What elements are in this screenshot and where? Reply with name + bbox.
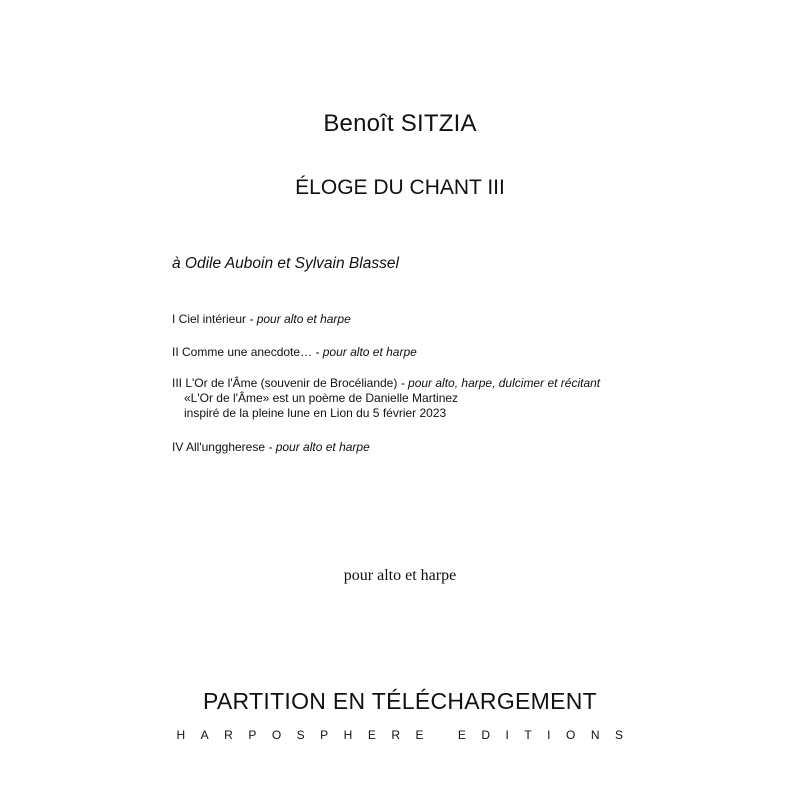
dedication: à Odile Auboin et Sylvain Blassel xyxy=(172,255,399,272)
movement-name: II Comme une anecdote… xyxy=(172,345,313,359)
movement-name: I Ciel intérieur xyxy=(172,312,247,326)
movement-separator: - xyxy=(246,312,257,326)
movement-item xyxy=(172,376,600,391)
movement-instrumentation: pour alto et harpe xyxy=(275,440,370,454)
movement-name: III L'Or de l'Âme (souvenir de Brocéliande) xyxy=(172,376,398,390)
movement-item xyxy=(172,440,370,455)
movement-item xyxy=(172,345,417,360)
composer-name: Benoît SITZIA xyxy=(323,110,477,137)
movement-separator: - xyxy=(265,440,276,454)
movement-note: «L'Or de l'Âme» est un poème de Danielle Martinez inspiré de la pleine lune en Lion du 5 février 2023 xyxy=(184,391,459,420)
movement-separator: - xyxy=(397,376,409,390)
movement-instrumentation: pour alto et harpe xyxy=(256,312,351,326)
download-banner: PARTITION EN TÉLÉCHARGEMENT xyxy=(202,688,598,714)
movement-instrumentation: pour alto et harpe xyxy=(322,345,417,359)
publisher-name: HARPOSPHERE EDITIONS xyxy=(176,728,639,742)
work-title: ÉLOGE DU CHANT III xyxy=(295,176,505,199)
instrumentation-label: pour alto et harpe xyxy=(343,567,457,584)
movement-separator: - xyxy=(312,345,323,359)
movement-item xyxy=(172,312,351,327)
movement-instrumentation: pour alto, harpe, dulcimer et récitant xyxy=(408,376,601,390)
movement-name: IV All'unggherese xyxy=(172,440,266,454)
